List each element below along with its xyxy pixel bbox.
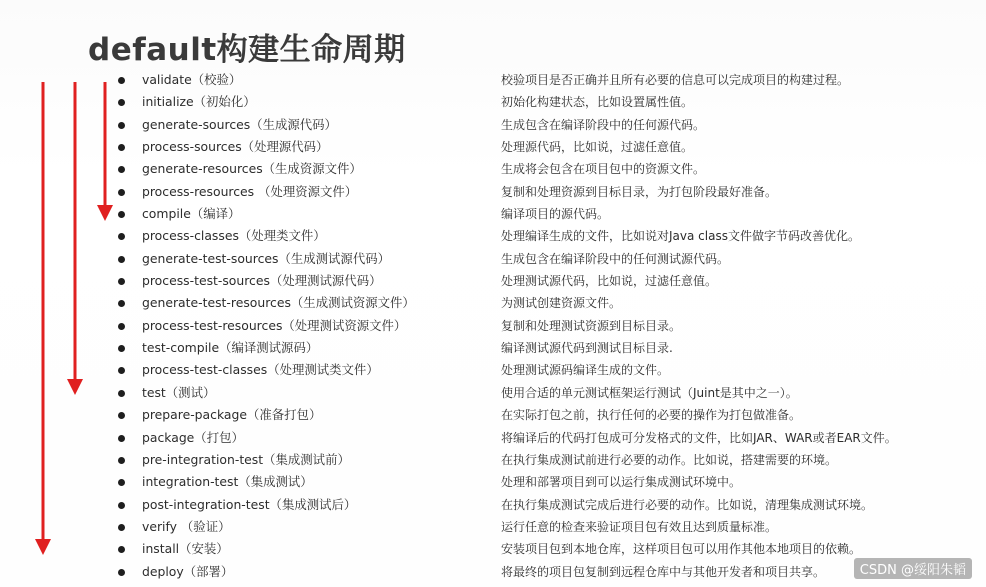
phase-row xyxy=(0,91,986,113)
phase-row xyxy=(0,494,986,516)
phase-description: 编译测试源代码到测试目标目录. xyxy=(501,341,673,356)
phase-description: 为测试创建资源文件。 xyxy=(501,296,622,311)
phase-description: 安装项目包到本地仓库，这样项目包可以用作其他本地项目的依赖。 xyxy=(501,542,862,557)
phase-name: process-test-resources（处理测试资源文件） xyxy=(142,317,407,333)
phase-name: post-integration-test（集成测试后） xyxy=(142,496,357,512)
phase-description: 处理编译生成的文件，比如说对Java class文件做字节码改善优化。 xyxy=(501,229,860,244)
phase-name: process-test-classes（处理测试类文件） xyxy=(142,362,379,378)
phase-row xyxy=(0,225,986,247)
phase-row xyxy=(0,203,986,225)
phase-description: 处理测试源代码，比如说，过滤任意值。 xyxy=(501,274,718,289)
bullet-icon xyxy=(118,390,125,397)
phase-row xyxy=(0,404,986,426)
page-title: default构建生命周期 xyxy=(88,32,406,68)
bullet-icon xyxy=(118,256,125,263)
phase-row xyxy=(0,158,986,180)
phase-list xyxy=(0,69,986,583)
phase-row xyxy=(0,382,986,404)
phase-description: 初始化构建状态，比如设置属性值。 xyxy=(501,95,694,110)
bullet-icon xyxy=(118,211,125,218)
phase-row xyxy=(0,114,986,136)
phase-description: 复制和处理测试资源到目标目录。 xyxy=(501,318,682,333)
bullet-icon xyxy=(118,144,125,151)
phase-name: pre-integration-test（集成测试前） xyxy=(142,451,350,467)
phase-name: process-sources（处理源代码） xyxy=(142,139,329,155)
bullet-icon xyxy=(118,412,125,419)
phase-name: initialize（初始化） xyxy=(142,94,256,110)
phase-name: validate（校验） xyxy=(142,72,242,87)
phase-row xyxy=(0,270,986,292)
bullet-icon xyxy=(118,479,125,486)
phase-row xyxy=(0,136,986,158)
phase-description: 运行任意的检查来验证项目包有效且达到质量标准。 xyxy=(501,519,778,534)
phase-row xyxy=(0,292,986,314)
phase-name: generate-sources（生成源代码） xyxy=(142,116,337,132)
bullet-icon xyxy=(118,99,125,106)
bullet-icon xyxy=(118,502,125,509)
phase-row xyxy=(0,181,986,203)
bullet-icon xyxy=(118,166,125,173)
phase-description: 处理测试源码编译生成的文件。 xyxy=(501,363,670,378)
phase-description: 将最终的项目包复制到远程仓库中与其他开发者和项目共享。 xyxy=(501,564,826,579)
phase-row xyxy=(0,538,986,560)
phase-row xyxy=(0,427,986,449)
phase-description: 生成将会包含在项目包中的资源文件。 xyxy=(501,162,706,177)
phase-description: 在执行集成测试完成后进行必要的动作。比如说，清理集成测试环境。 xyxy=(501,497,874,512)
phase-row xyxy=(0,561,986,583)
phase-description: 将编译后的代码打包成可分发格式的文件，比如JAR、WAR或者EAR文件。 xyxy=(501,430,897,445)
phase-description: 处理和部署项目到可以运行集成测试环境中。 xyxy=(501,475,742,490)
phase-row xyxy=(0,315,986,337)
bullet-icon xyxy=(118,345,125,352)
bullet-icon xyxy=(118,569,125,576)
phase-description: 生成包含在编译阶段中的任何测试源代码。 xyxy=(501,251,730,266)
bullet-icon xyxy=(118,122,125,129)
phase-name: test（测试） xyxy=(142,384,216,400)
phase-row xyxy=(0,248,986,270)
phase-description: 处理源代码，比如说，过滤任意值。 xyxy=(501,140,694,155)
phase-name: process-resources （处理资源文件） xyxy=(142,183,358,199)
phase-name: install（安装） xyxy=(142,541,229,557)
bullet-icon xyxy=(118,435,125,442)
phase-row xyxy=(0,449,986,471)
phase-description: 在执行集成测试前进行必要的动作。比如说，搭建需要的环境。 xyxy=(501,452,838,467)
phase-name: compile（编译） xyxy=(142,206,241,222)
bullet-icon xyxy=(118,77,125,84)
phase-description: 在实际打包之前，执行任何的必要的操作为打包做准备。 xyxy=(501,408,802,423)
bullet-icon xyxy=(118,524,125,531)
bullet-icon xyxy=(118,323,125,330)
bullet-icon xyxy=(118,278,125,285)
phase-name: generate-resources（生成资源文件） xyxy=(142,161,362,177)
bullet-icon xyxy=(118,367,125,374)
phase-row xyxy=(0,359,986,381)
phase-name: process-classes（处理类文件） xyxy=(142,228,326,244)
phase-description: 复制和处理资源到目标目录，为打包阶段最好准备。 xyxy=(501,184,778,199)
bullet-icon xyxy=(118,546,125,553)
phase-description: 校验项目是否正确并且所有必要的信息可以完成项目的构建过程。 xyxy=(501,73,850,87)
bullet-icon xyxy=(118,457,125,464)
watermark: CSDN @绥阳朱韬 xyxy=(854,558,972,579)
phase-name: generate-test-resources（生成测试资源文件） xyxy=(142,295,415,311)
bullet-icon xyxy=(118,189,125,196)
phase-name: integration-test（集成测试） xyxy=(142,474,313,490)
phase-name: deploy（部署） xyxy=(142,563,234,579)
phase-name: generate-test-sources（生成测试源代码） xyxy=(142,250,390,266)
phase-description: 使用合适的单元测试框架运行测试（Juint是其中之一）。 xyxy=(501,385,798,400)
phase-name: test-compile（编译测试源码） xyxy=(142,340,319,356)
bullet-icon xyxy=(118,233,125,240)
phase-name: prepare-package（准备打包） xyxy=(142,407,322,423)
phase-name: verify （验证） xyxy=(142,518,231,534)
phase-row xyxy=(0,516,986,538)
phase-name: package（打包） xyxy=(142,429,244,445)
phase-row xyxy=(0,69,986,91)
phase-description: 编译项目的源代码。 xyxy=(501,207,610,222)
bullet-icon xyxy=(118,300,125,307)
phase-row xyxy=(0,471,986,493)
phase-name: process-test-sources（处理测试源代码） xyxy=(142,273,382,289)
phase-row xyxy=(0,337,986,359)
phase-description: 生成包含在编译阶段中的任何源代码。 xyxy=(501,117,706,132)
